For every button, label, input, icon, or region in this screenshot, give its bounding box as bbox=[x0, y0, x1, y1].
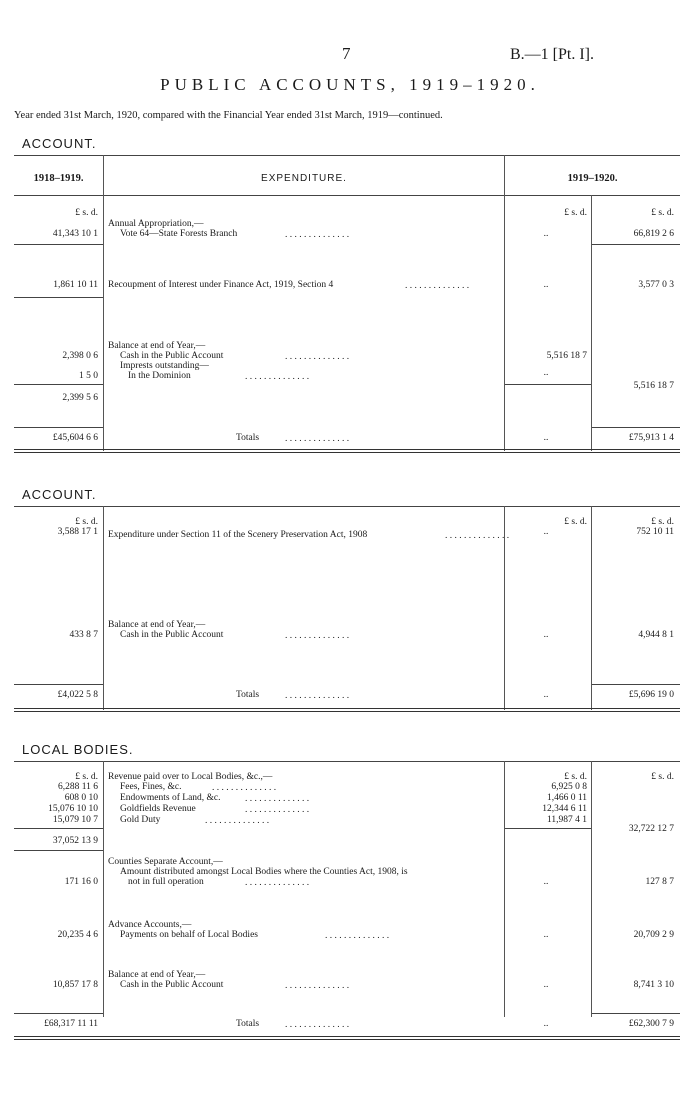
amount-1918: 608 0 10 bbox=[64, 793, 98, 803]
dot-leader: . . . . . . . . . . . . . . bbox=[285, 230, 350, 240]
table-top-rule bbox=[14, 155, 680, 156]
row-label: Recoupment of Interest under Finance Act, 1919, Section 4 bbox=[108, 280, 334, 290]
dot-leader: . . . . . . . . . . . . . . bbox=[325, 931, 390, 941]
row-label: Expenditure under Section 11 of the Scenery Preservation Act, 1908 bbox=[108, 530, 368, 540]
total-1920: £5,696 19 0 bbox=[628, 690, 674, 700]
units-label: £ s. d. bbox=[651, 772, 674, 782]
row-label: In the Dominion bbox=[128, 371, 191, 381]
rule bbox=[592, 427, 680, 428]
units-label: £ s. d. bbox=[564, 772, 587, 782]
subtotal-1918: 37,052 13 9 bbox=[52, 836, 98, 846]
amount-detail: .. bbox=[543, 630, 549, 640]
dot-leader: . . . . . . . . . . . . . . bbox=[245, 878, 310, 888]
dot-leader: . . . . . . . . . . . . . . bbox=[285, 691, 350, 701]
column-header-1918: 1918–1919. bbox=[33, 173, 84, 184]
units-label: £ s. d. bbox=[75, 517, 98, 527]
rule bbox=[505, 384, 591, 385]
row-label: Balance at end of Year,— bbox=[108, 620, 206, 630]
rule bbox=[14, 297, 103, 298]
row-label: Imprests outstanding— bbox=[120, 361, 209, 371]
dot-leader: . . . . . . . . . . . . . . bbox=[285, 631, 350, 641]
table-bottom-rule bbox=[14, 1036, 680, 1040]
amount-1918: 15,079 10 7 bbox=[52, 815, 98, 825]
row-label: not in full operation bbox=[128, 877, 204, 887]
dot-leader: . . . . . . . . . . . . . . bbox=[205, 816, 270, 826]
units-label: £ s. d. bbox=[564, 208, 587, 218]
amount-1920: 752 10 11 bbox=[636, 527, 674, 537]
total-1918: £4,022 5 8 bbox=[57, 690, 98, 700]
row-label: Cash in the Public Account bbox=[120, 630, 224, 640]
rule bbox=[592, 244, 680, 245]
dot-leader: . . . . . . . . . . . . . . bbox=[285, 1020, 350, 1030]
amount-detail: 11,987 4 1 bbox=[546, 815, 587, 825]
dot-leader: . . . . . . . . . . . . . . bbox=[285, 434, 350, 444]
section-heading: LOCAL BODIES. bbox=[22, 742, 134, 757]
amount-1918: 41,343 10 1 bbox=[52, 229, 98, 239]
amount-detail: .. bbox=[543, 877, 549, 887]
page-subtitle: Year ended 31st March, 1920, compared with the Financial Year ended 31st March, 1919—continued. bbox=[14, 110, 443, 121]
rule bbox=[14, 850, 103, 851]
row-label: Balance at end of Year,— bbox=[108, 970, 206, 980]
row-label: Annual Appropriation,— bbox=[108, 219, 204, 229]
row-label: Payments on behalf of Local Bodies bbox=[120, 930, 258, 940]
row-label: Counties Separate Account,— bbox=[108, 857, 223, 867]
table-bottom-rule bbox=[14, 708, 680, 712]
amount-1918: 15,076 10 10 bbox=[48, 804, 98, 814]
amount-1918: 171 16 0 bbox=[64, 877, 98, 887]
section-heading: ACCOUNT. bbox=[22, 136, 97, 151]
amount-1918: 10,857 17 8 bbox=[52, 980, 98, 990]
dot-leader: . . . . . . . . . . . . . . bbox=[245, 794, 310, 804]
amount-detail: .. bbox=[543, 368, 549, 378]
dot-leader: . . . . . . . . . . . . . . bbox=[245, 372, 310, 382]
amount-1918: 1,861 10 11 bbox=[53, 280, 98, 290]
amount-detail: .. bbox=[543, 980, 549, 990]
table-top-rule bbox=[14, 761, 680, 762]
row-label: Vote 64—State Forests Branch bbox=[120, 229, 238, 239]
amount-detail: .. bbox=[543, 229, 549, 239]
totals-label: Totals bbox=[236, 433, 260, 443]
row-label: Goldfields Revenue bbox=[120, 804, 196, 814]
total-1920: £75,913 1 4 bbox=[628, 433, 674, 443]
units-label: £ s. d. bbox=[651, 208, 674, 218]
dot-leader: . . . . . . . . . . . . . . bbox=[245, 805, 310, 815]
row-label: Gold Duty bbox=[120, 815, 161, 825]
amount-1918: 2,399 5 6 bbox=[62, 393, 98, 403]
amount-detail: .. bbox=[543, 433, 549, 443]
amount-detail: 12,344 6 11 bbox=[542, 804, 587, 814]
document-reference: B.—1 [Pt. I]. bbox=[510, 46, 594, 63]
units-label: £ s. d. bbox=[651, 517, 674, 527]
column-divider bbox=[504, 155, 505, 451]
rule bbox=[14, 828, 103, 829]
rule bbox=[14, 427, 103, 428]
dot-leader: . . . . . . . . . . . . . . bbox=[285, 981, 350, 991]
column-header-1920: 1919–1920. bbox=[567, 173, 618, 184]
table-bottom-rule bbox=[14, 449, 680, 453]
rule bbox=[14, 1013, 103, 1014]
section-heading: ACCOUNT. bbox=[22, 487, 97, 502]
row-label: Cash in the Public Account bbox=[120, 351, 224, 361]
amount-1920: 66,819 2 6 bbox=[633, 229, 674, 239]
dot-leader: . . . . . . . . . . . . . . bbox=[405, 281, 470, 291]
column-divider bbox=[591, 761, 592, 1017]
column-divider bbox=[103, 761, 104, 1017]
total-1920: £62,300 7 9 bbox=[628, 1019, 674, 1029]
amount-detail: .. bbox=[543, 527, 549, 537]
page-number: 7 bbox=[342, 44, 351, 63]
column-divider bbox=[103, 155, 104, 451]
amount-1920: 127 8 7 bbox=[645, 877, 674, 887]
amount-detail: 6,925 0 8 bbox=[551, 782, 587, 792]
amount-1918: 20,235 4 6 bbox=[57, 930, 98, 940]
rule bbox=[14, 684, 103, 685]
dot-leader: . . . . . . . . . . . . . . bbox=[445, 531, 510, 541]
rule bbox=[592, 684, 680, 685]
amount-1918: 2,398 0 6 bbox=[62, 351, 98, 361]
row-label: Cash in the Public Account bbox=[120, 980, 224, 990]
column-divider bbox=[103, 506, 104, 710]
rule bbox=[14, 244, 103, 245]
amount-detail: .. bbox=[543, 690, 549, 700]
total-1918: £45,604 6 6 bbox=[52, 433, 98, 443]
column-header-expenditure: EXPENDITURE. bbox=[261, 173, 347, 184]
table-top-rule bbox=[14, 506, 680, 507]
amount-1920: 3,577 0 3 bbox=[638, 280, 674, 290]
rule bbox=[14, 384, 103, 385]
total-1918: £68,317 11 11 bbox=[44, 1019, 98, 1029]
amount-1918: 3,588 17 1 bbox=[57, 527, 98, 537]
row-label: Endowments of Land, &c. bbox=[120, 793, 221, 803]
row-label: Amount distributed amongst Local Bodies where the Counties Act, 1908, is bbox=[120, 867, 408, 877]
totals-label: Totals bbox=[236, 1019, 260, 1029]
amount-detail: .. bbox=[543, 1019, 549, 1029]
dot-leader: . . . . . . . . . . . . . . bbox=[212, 783, 277, 793]
row-label: Revenue paid over to Local Bodies, &c.,— bbox=[108, 772, 273, 782]
amount-detail: 1,466 0 11 bbox=[546, 793, 587, 803]
amount-detail: .. bbox=[543, 280, 549, 290]
amount-detail: 5,516 18 7 bbox=[546, 351, 587, 361]
header-bottom-rule bbox=[14, 195, 680, 196]
amount-1920: 5,516 18 7 bbox=[633, 381, 674, 391]
amount-detail: .. bbox=[543, 930, 549, 940]
amount-1918: 433 8 7 bbox=[69, 630, 98, 640]
units-label: £ s. d. bbox=[75, 208, 98, 218]
row-label: Fees, Fines, &c. bbox=[120, 782, 182, 792]
amount-1920: 32,722 12 7 bbox=[628, 824, 674, 834]
amount-1918: 6,288 11 6 bbox=[57, 782, 98, 792]
amount-1920: 8,741 3 10 bbox=[633, 980, 674, 990]
amount-1920: 20,709 2 9 bbox=[633, 930, 674, 940]
page-title: PUBLIC ACCOUNTS, 1919–1920. bbox=[160, 75, 540, 94]
units-label: £ s. d. bbox=[75, 772, 98, 782]
row-label: Advance Accounts,— bbox=[108, 920, 192, 930]
rule bbox=[592, 1013, 680, 1014]
row-label: Balance at end of Year,— bbox=[108, 341, 206, 351]
dot-leader: . . . . . . . . . . . . . . bbox=[285, 352, 350, 362]
amount-1918: 1 5 0 bbox=[79, 371, 98, 381]
amount-1920: 4,944 8 1 bbox=[638, 630, 674, 640]
units-label: £ s. d. bbox=[564, 517, 587, 527]
totals-label: Totals bbox=[236, 690, 260, 700]
rule bbox=[505, 828, 591, 829]
